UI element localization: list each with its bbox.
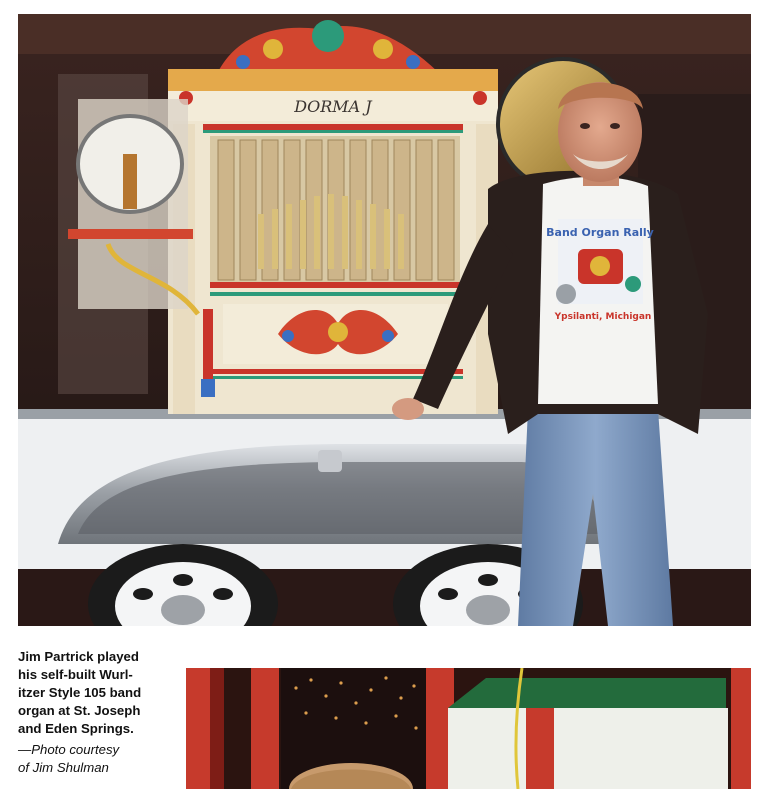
credit-line: of Jim Shulman — [18, 760, 109, 775]
band-organ-photo — [18, 14, 751, 626]
shirt-text-location: Ypsilanti, Michigan — [554, 312, 652, 322]
caption-line: organ at St. Joseph — [18, 703, 141, 718]
second-organ-photo — [186, 668, 751, 789]
photo-credit — [18, 741, 178, 777]
caption-line: Jim Partrick played — [18, 649, 139, 664]
credit-line: —Photo courtesy — [18, 742, 120, 757]
caption-line: itzer Style 105 band — [18, 685, 142, 700]
caption-line: his self-built Wurl- — [18, 667, 133, 682]
shirt-text-title: Band Organ Rally — [546, 226, 654, 239]
caption-text — [18, 648, 178, 738]
second-organ-photo-illustration — [186, 668, 751, 789]
photo-caption — [18, 648, 178, 777]
caption-line: and Eden Springs. — [18, 721, 134, 736]
band-organ-photo-illustration — [18, 14, 751, 626]
organ-nameplate: DORMA J — [294, 97, 372, 116]
